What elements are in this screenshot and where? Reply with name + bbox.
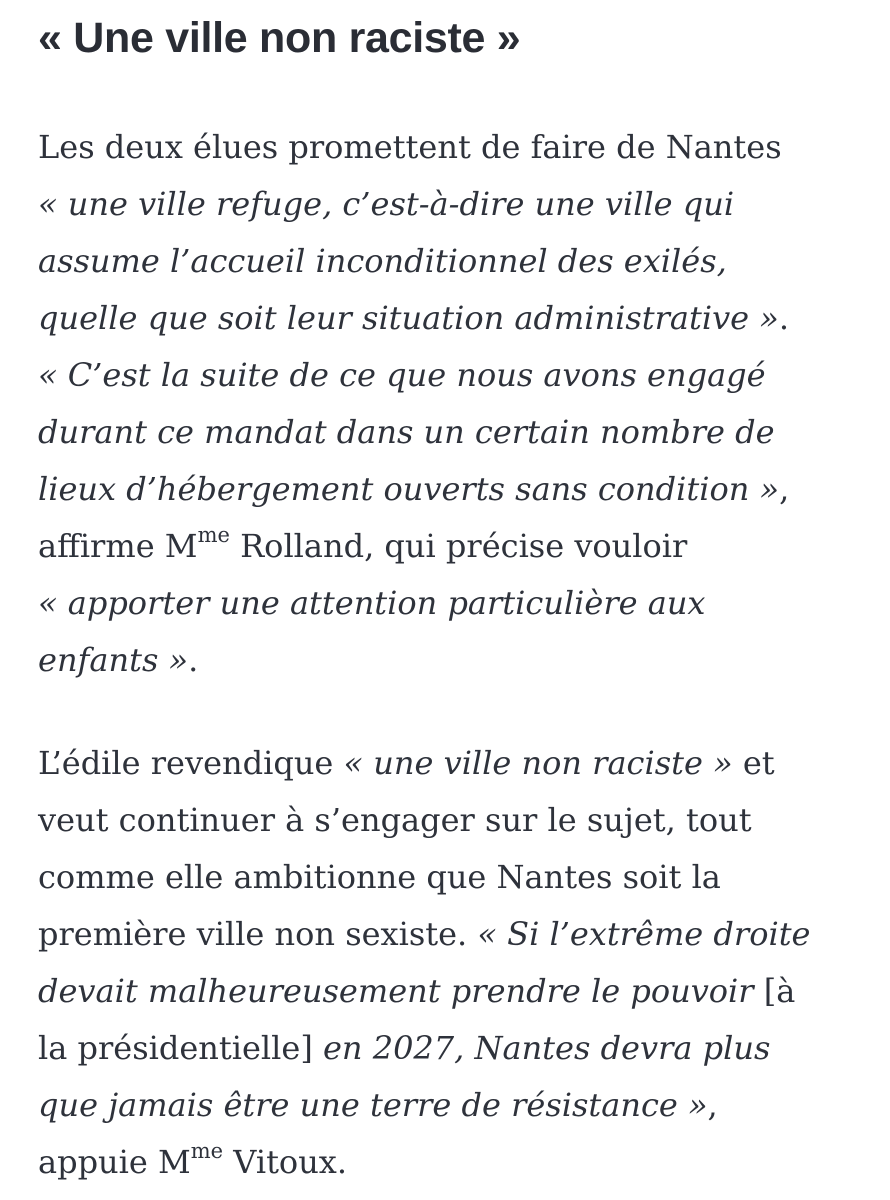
title-superscript: me: [190, 1139, 224, 1164]
article-body: [38, 0, 868, 1191]
quote-fragment: en 2027, Nantes devra plus: [322, 1029, 771, 1067]
text-line: comme elle ambitionne que Nantes soit la: [38, 858, 721, 896]
paragraph-2: [38, 735, 868, 1191]
quote-line: « apporter une attention particulière aux: [38, 584, 706, 622]
quote-fragment: lieux d’hébergement ouverts sans condition »: [38, 470, 780, 508]
text-line: quelle que soit leur situation administrative ».: [38, 299, 790, 337]
text-line: L’édile revendique « une ville non raciste » et: [38, 744, 775, 782]
text-line: veut continuer à s’engager sur le sujet, tout: [38, 801, 752, 839]
quote-fragment: quelle que soit leur situation administrative »: [38, 299, 779, 337]
quote-fragment: « une ville non raciste »: [343, 744, 733, 782]
text-line: enfants ».: [38, 641, 199, 679]
quote-fragment: que jamais être une terre de résistance »: [38, 1086, 708, 1124]
paragraph-1: [38, 119, 868, 689]
quote-line: durant ce mandat dans un certain nombre de: [38, 413, 775, 451]
quote-line: « une ville refuge, c’est-à-dire une ville qui: [38, 185, 735, 223]
quote-line: assume l’accueil inconditionnel des exilés,: [38, 242, 727, 280]
quote-fragment: « Si l’extrême droite: [477, 915, 811, 953]
quote-fragment: enfants »: [38, 641, 189, 679]
quote-fragment: devait malheureusement prendre le pouvoir: [38, 972, 754, 1010]
text-line: la présidentielle] en 2027, Nantes devra plus: [38, 1029, 771, 1067]
text-line: première ville non sexiste. « Si l’extrême droite: [38, 915, 811, 953]
text-line: lieux d’hébergement ouverts sans condition »,: [38, 470, 790, 508]
text-line: que jamais être une terre de résistance »,: [38, 1086, 718, 1124]
title-superscript: me: [197, 523, 230, 548]
text-line: Les deux élues promettent de faire de Nantes: [38, 128, 782, 166]
text-line: affirme $M^{me}$ Rolland, qui précise vouloir: [38, 523, 688, 565]
text-line: appuie $M^{me}$ Vitoux.: [38, 1139, 348, 1181]
quote-line: « C’est la suite de ce que nous avons engagé: [38, 356, 766, 394]
section-heading: « Une ville non raciste »: [38, 14, 521, 62]
text-line: devait malheureusement prendre le pouvoir [à: [38, 972, 796, 1010]
